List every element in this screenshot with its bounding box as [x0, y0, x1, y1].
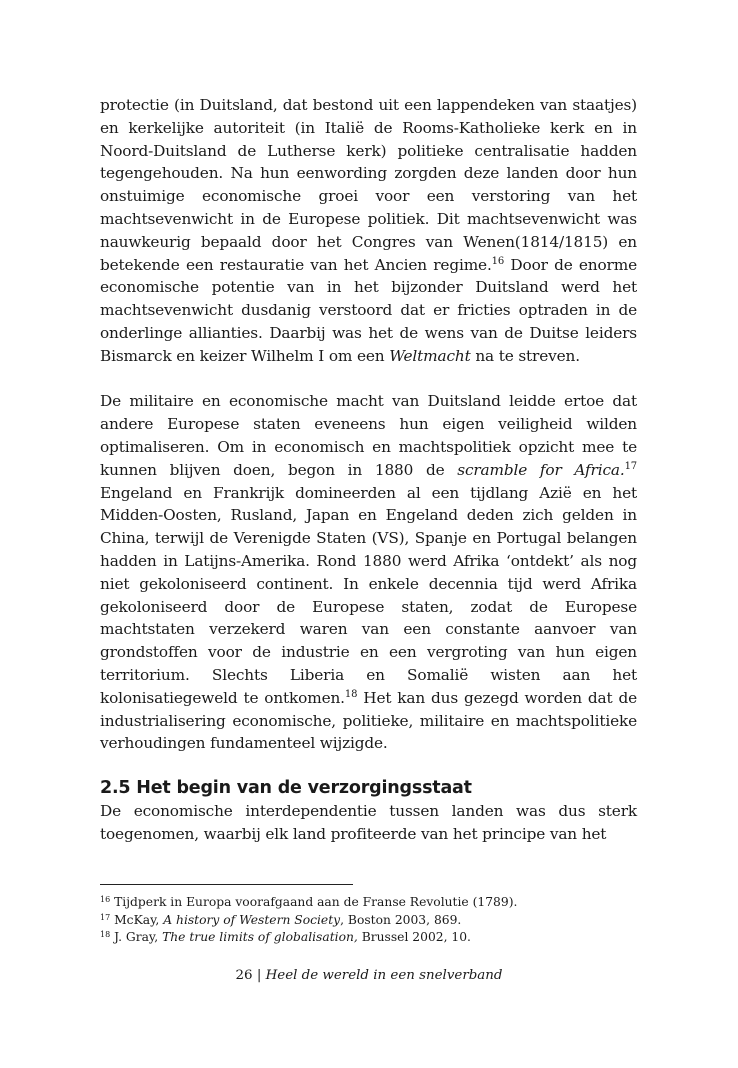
- paragraph-3: De economische interdependentie tussen landen was dus sterk toegenomen, waarbij elk land profiteerde van het principe van het: [100, 802, 637, 843]
- footnote-ref-18[interactable]: 18: [344, 688, 358, 700]
- page-body: [100, 94, 637, 846]
- footnotes: [100, 894, 637, 947]
- section-heading: 2.5 Het begin van de verzorgingsstaat: [100, 778, 472, 799]
- paragraph-1-text-c: na te streven.: [470, 346, 580, 365]
- paragraph-2-emphasis: scramble for Africa.: [457, 460, 625, 479]
- footnote-number: 17: [100, 912, 111, 922]
- footnote-text: McKay,: [110, 912, 164, 927]
- footnote-16: [100, 894, 637, 912]
- footnote-text: Brussel 2002, 10.: [357, 930, 471, 945]
- footnote-18: [100, 929, 637, 947]
- page-footer: [0, 966, 738, 986]
- paragraph-2-text-b: Engeland en Frankrijk domineerden al een tijdlang Azië en het Midden-Oosten, Rusland, Japan en Engeland deden zich gelden in China, terwijl de Verenigde Staten (VS), Spanje en Portugal belangen hadden in Latijns-Amerika. Rond 1880 werd Afrika ‘ontdekt’ als nog niet gekoloniseerd continent. In enkele decennia tijd werd Afrika gekoloniseerd door de Europese staten, zodat de Europese machtstaten verzekerd waren van een constante aanvoer van grondstoffen voor de industrie en een vergroting van hun eigen territorium. Slechts Liberia en Somalië wisten aan het kolonisatiegeweld te ontkomen.: [100, 483, 637, 707]
- page-number: 26: [235, 968, 253, 983]
- footnote-17: [100, 912, 637, 930]
- paragraph-1: [100, 94, 637, 368]
- footnote-text: , Boston 2003, 869.: [340, 912, 462, 927]
- book-title: Heel de wereld in een snelverband: [265, 968, 503, 983]
- paragraph-2: [100, 390, 637, 755]
- footnote-text: Tijdperk in Europa voorafgaand aan de Franse Revolutie (1789).: [110, 895, 518, 909]
- footnote-number: 18: [100, 930, 111, 940]
- footnote-ref-16[interactable]: 16: [491, 255, 505, 267]
- footer-separator: |: [252, 968, 266, 983]
- paragraph-1-emphasis: Weltmacht: [389, 346, 471, 365]
- footnote-title: The true limits of globalisation,: [162, 930, 358, 945]
- footnote-ref-17[interactable]: 17: [624, 460, 637, 472]
- paragraph-2-text-a: De militaire en economische macht van Duitsland leidde ertoe dat andere Europese staten eveneens hun eigen veiligheid wilden optimaliseren. Om in economisch en machtspolitiek opzicht mee te kunnen blijven doen, begon in 1880 de: [100, 392, 637, 479]
- footnote-divider: [100, 884, 353, 885]
- paragraph-1-text-a: protectie (in Duitsland, dat bestond uit een lappendeken van staatjes) en kerkelijke autoriteit (in Italië de Rooms-Katholieke kerk en in Noord-Duitsland de Lutherse kerk) politieke centralisatie hadden tegengehouden. Na hun eenwording zorgden deze landen door hun onstuimige economische groei voor een verstoring van het machtsevenwicht in de Europese politiek. Dit machtsevenwicht was nauwkeurig bepaald door het Congres van Wenen(1814/1815) en betekende een restauratie van het Ancien regime.: [100, 96, 637, 274]
- paragraph-1-text-b: Door de enorme economische potentie van in het bijzonder Duitsland werd het machtsevenwicht dusdanig verstoord dat er fricties optraden in de onderlinge allianties. Daarbij was het de wens van de Duitse leiders Bismarck en keizer Wilhelm I om een: [100, 255, 637, 365]
- footnote-title: A history of Western Society: [163, 912, 341, 927]
- footnote-number: 16: [100, 895, 111, 904]
- paragraph-2-text-c: Het kan dus gezegd worden dat de industrialisering economische, politieke, militaire en machtspolitieke verhoudingen fundamenteel wijzigde.: [100, 688, 637, 753]
- footnote-text: J. Gray,: [110, 930, 163, 945]
